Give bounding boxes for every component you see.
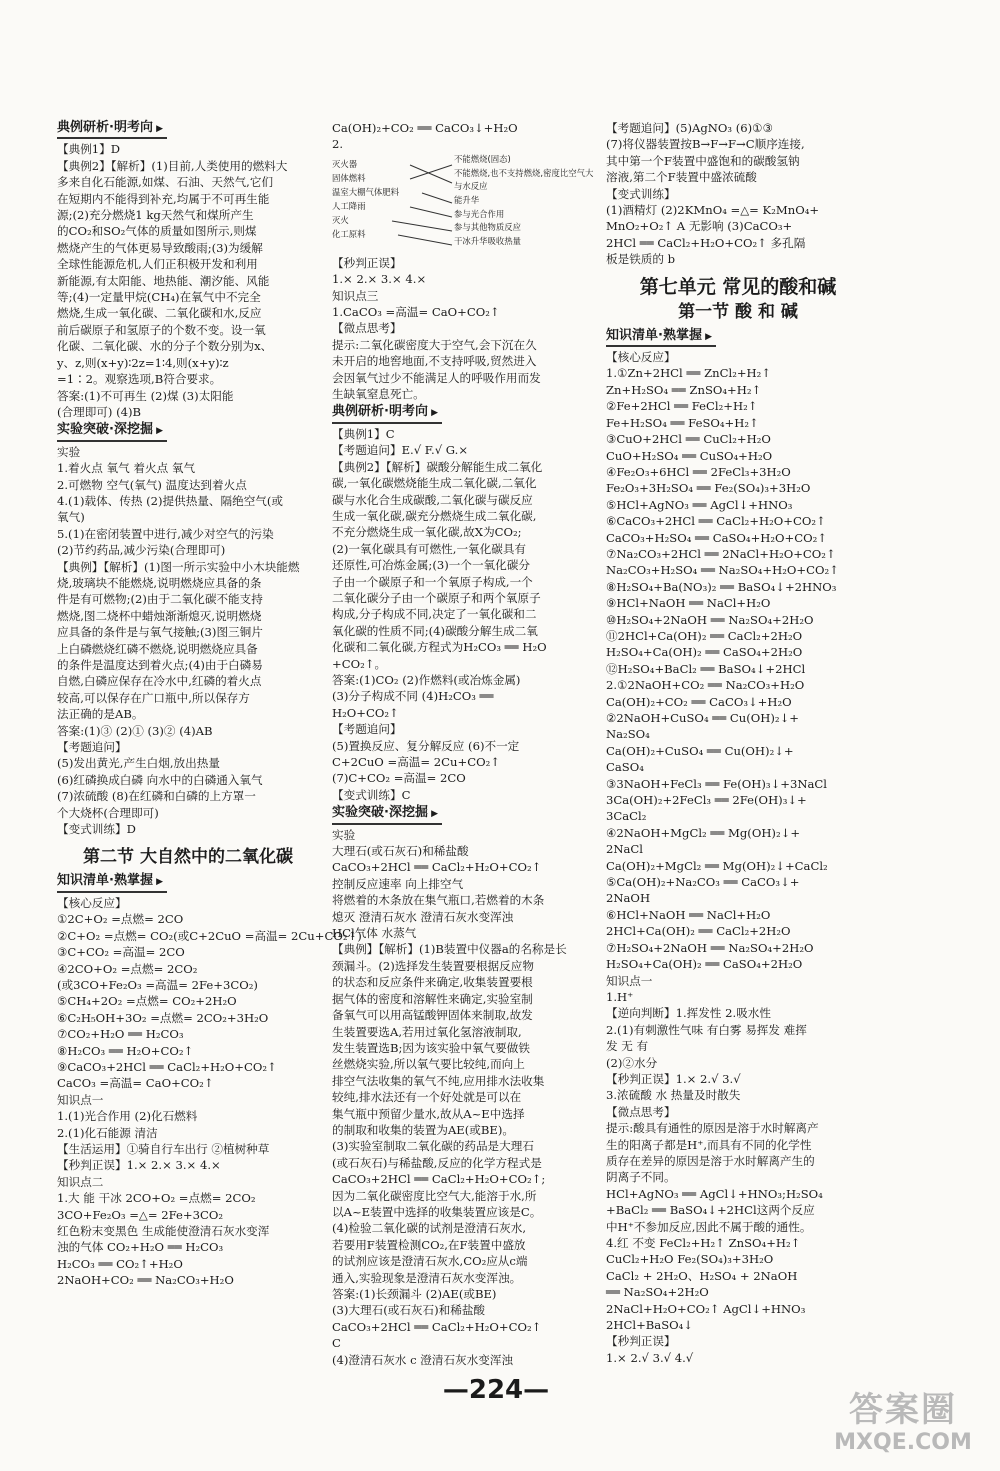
text-line: 【秒判正误】1.× 2.× 3.× 4.× bbox=[57, 1158, 221, 1173]
text-line: 【变式训练】 bbox=[606, 186, 676, 201]
text-line: C+2CuO =高温= 2Cu+CO₂↑ bbox=[332, 755, 500, 769]
text-line: ⑤Ca(OH)₂+Na₂CO₃ ══ CaCO₃↓+ bbox=[606, 875, 800, 890]
text-line: ③C+CO₂ =高温= 2CO bbox=[57, 945, 185, 960]
text-line: 自燃,白磷应保存在冷水中,红磷的着火点 bbox=[57, 674, 262, 689]
text-line: CaCO₃+2HCl ══ CaCl₂+H₂O+CO₂↑ bbox=[332, 860, 542, 875]
text-line: (5)置换反应、复分解反应 (6)不一定 bbox=[332, 738, 520, 753]
text-line: +CO₂↑。 bbox=[332, 656, 387, 671]
text-line: 据气体的密度和溶解性来确定,实验室制 bbox=[332, 991, 533, 1006]
text-line: 将燃着的木条放在集气瓶口,若燃着的木条 bbox=[332, 893, 545, 908]
text-line: (4)澄清石灰水 c 澄清石灰水变浑浊 bbox=[332, 1352, 514, 1367]
text-line: 新能源,有太阳能、地热能、潮汐能、风能 bbox=[57, 273, 270, 288]
diagram-left-item: 化工原料 bbox=[332, 228, 366, 239]
text-line: (2)节约药品,减少污染(合理即可) bbox=[57, 543, 226, 558]
text-line: 颈漏斗。(2)选择发生装置要根据反应物 bbox=[332, 958, 534, 973]
text-line: 实验 bbox=[57, 444, 81, 459]
text-line: 板是铁质的 b bbox=[606, 252, 676, 267]
text-line: 【秒判正误】1.× 2.√ 3.√ bbox=[606, 1071, 741, 1086]
text-line: 1.着火点 氧气 着火点 氧气 bbox=[57, 461, 196, 476]
text-line: 大理石(或石灰石)和稀盐酸 bbox=[332, 844, 469, 859]
text-line: 集气瓶中预留少量水,故从A~E中选择 bbox=[332, 1106, 525, 1121]
text-line: +BaCl₂ ══ BaSO₄↓+2HCl这两个反应 bbox=[606, 1203, 815, 1218]
text-line: 较高,可以保存在广口瓶中,所以保存方 bbox=[57, 690, 250, 705]
text-line: 4.(1)载体、传热 (2)提供热量、隔绝空气(或 bbox=[57, 493, 284, 508]
text-line: 碳,一氧化碳燃烧能生成二氧化碳,二氧化 bbox=[332, 476, 537, 491]
text-line: 因为二氧化碳密度比空气大,能溶于水,所 bbox=[332, 1188, 537, 1203]
text-line: 浊的气体 CO₂+H₂O ══ H₂CO₃ bbox=[57, 1240, 224, 1255]
section-header: 典例研析·明考向 ▶ bbox=[332, 404, 442, 423]
text-line: H₂SO₄+Ca(OH)₂ ══ CaSO₄+2H₂O bbox=[606, 645, 803, 660]
text-line: 【生活运用】①骑自行车出行 ②植树种草 bbox=[57, 1141, 270, 1156]
text-line: 较纯,排水法还有一个好处就是可以在 bbox=[332, 1090, 522, 1105]
text-line: 1.× 2.× 3.× 4.× bbox=[332, 272, 427, 287]
text-line: 2NaOH bbox=[606, 891, 651, 906]
text-line: 【考题追问】(5)AgNO₃ (6)①③ bbox=[606, 121, 773, 135]
co2-uses-diagram bbox=[332, 155, 594, 251]
text-line: Ca(OH)₂+CO₂ ══ CaCO₃↓+H₂O bbox=[606, 694, 792, 709]
diagram-right-item: 与水反应 bbox=[454, 181, 488, 192]
diagram-right-item: 参与光合作用 bbox=[454, 208, 505, 219]
text-line: CaSO₄ bbox=[606, 760, 644, 775]
text-line: 【核心反应】 bbox=[606, 350, 676, 365]
section-header: 实验突破·深挖掘 ▶ bbox=[57, 422, 167, 441]
diagram-left-item: 灭火器 bbox=[332, 158, 358, 169]
section-header: 知识清单·熟掌握 ▶ bbox=[606, 328, 716, 347]
text-line: 的CO₂和SO₂气体的质量如图所示,则煤 bbox=[57, 224, 257, 239]
text-line: 【微点思考】 bbox=[606, 1104, 676, 1119]
text-line: 3CO+Fe₂O₃ =△= 2Fe+3CO₂ bbox=[57, 1207, 224, 1222]
text-line: 控制反应速率 向上排空气 bbox=[332, 876, 464, 891]
text-line: 源;(2)充分燃烧1 kg天然气和煤所产生 bbox=[57, 208, 254, 223]
text-line: ④2NaOH+MgCl₂ ══ Mg(OH)₂↓+ bbox=[606, 825, 801, 840]
text-line: 答案:(1)CO₂ (2)作燃料(或冶炼金属) bbox=[332, 672, 521, 687]
diagram-left-item: 温室大棚气体肥料 bbox=[332, 186, 399, 197]
text-line: 阴离子不同。 bbox=[606, 1170, 676, 1185]
text-line: Na₂CO₃+H₂SO₄ ══ Na₂SO₄+H₂O+CO₂↑ bbox=[606, 563, 839, 578]
text-line: HCl+AgNO₃ ══ AgCl↓+HNO₃;H₂SO₄ bbox=[606, 1186, 823, 1201]
text-line: 【秒判正误】 bbox=[606, 1334, 676, 1349]
text-line: 2NaCl bbox=[606, 842, 644, 857]
text-line: 答案:(1)不可再生 (2)煤 (3)太阳能 bbox=[57, 388, 234, 403]
text-line: (7)将仪器装置按B→F→F→C顺序连接, bbox=[606, 137, 805, 152]
text-line: (5)发出黄光,产生白烟,放出热量 bbox=[57, 756, 220, 771]
text-line: 1.大 能 干冰 2CO+O₂ =点燃= 2CO₂ bbox=[57, 1191, 256, 1206]
text-line: 3.浓硫酸 水 热量及时散失 bbox=[606, 1088, 741, 1103]
text-line: 燃烧产生的气体更易导致酸雨;(3)为缓解 bbox=[57, 240, 263, 255]
text-line: 发 无 有 bbox=[606, 1039, 649, 1054]
text-line: 排空气法收集的氧气不纯,应用排水法收集 bbox=[332, 1073, 545, 1088]
text-line: 【典例】【解析】(1)图一所示实验中小木块能燃 bbox=[57, 559, 300, 574]
text-line: 1.H⁺ bbox=[606, 989, 634, 1004]
page-number: —224— bbox=[442, 1375, 550, 1405]
text-line: C bbox=[332, 1336, 341, 1351]
text-line: ⑧H₂CO₃ ══ H₂O+CO₂↑ bbox=[57, 1043, 194, 1058]
text-line: (4)检验二氧化碳的试剂是澄清石灰水, bbox=[332, 1221, 527, 1236]
diagram-right-item: 干冰升华吸收热量 bbox=[454, 236, 521, 247]
diagram-left-item: 固体燃料 bbox=[332, 172, 366, 183]
text-line: 【典例2】【解析】(1)目前,人类使用的燃料大 bbox=[57, 158, 288, 173]
text-line: 的状态和反应条件来确定,收集装置要根 bbox=[332, 975, 533, 990]
section-header: 典例研析·明考向 ▶ bbox=[57, 120, 167, 139]
column-2 bbox=[332, 120, 594, 1368]
text-line: 氧气) bbox=[57, 510, 85, 525]
text-line: (3)大理石(或石灰石)和稀盐酸 bbox=[332, 1303, 486, 1318]
text-line: 知识点三 bbox=[332, 288, 379, 303]
text-line: (7)浓硫酸 (8)在红磷和白磷的上方罩一 bbox=[57, 789, 256, 804]
text-line: ①2C+O₂ =点燃= 2CO bbox=[57, 912, 184, 927]
text-line: (或3CO+Fe₂O₃ =高温= 2Fe+3CO₂) bbox=[57, 977, 258, 992]
text-line: 构成,分子构成不同,决定了一氧化碳和二 bbox=[332, 607, 537, 622]
text-line: 前后碳原子和氢原子的个数不变。设一氧 bbox=[57, 322, 266, 337]
text-line: ⑥HCl+NaOH ══ NaCl+H₂O bbox=[606, 907, 771, 922]
text-line: CuO+H₂SO₄ ══ CuSO₄+H₂O bbox=[606, 448, 773, 463]
text-line: (6)红磷换成白磷 向水中的白磷通入氧气 bbox=[57, 772, 263, 787]
diagram-right-item: 能升华 bbox=[454, 194, 480, 205]
text-line: 件是有可燃物;(2)由于二氧化碳不能支持 bbox=[57, 592, 263, 607]
text-line: ══ Na₂SO₄+2H₂O bbox=[606, 1285, 709, 1300]
text-line: 上白磷燃烧红磷不燃烧,说明燃烧应具备 bbox=[57, 641, 258, 656]
text-line: 会因氧气过少不能满足人的呼吸作用而发 bbox=[332, 370, 541, 385]
text-line: ⑨HCl+NaOH ══ NaCl+H₂O bbox=[606, 596, 771, 611]
text-line: 知识点一 bbox=[57, 1092, 104, 1107]
text-line: Ca(OH)₂+MgCl₂ ══ Mg(OH)₂↓+CaCl₂ bbox=[606, 858, 828, 873]
text-line: 全球性能源危机,人们正积极开发和利用 bbox=[57, 257, 258, 272]
text-line: Ca(OH)₂+CO₂ ══ CaCO₃↓+H₂O bbox=[332, 121, 518, 135]
text-line: CuCl₂+H₂O Fe₂(SO₄)₃+3H₂O bbox=[606, 1252, 774, 1267]
text-line: 2HCl+Ca(OH)₂ ══ CaCl₂+2H₂O bbox=[606, 924, 791, 939]
text-line: 熄灭 澄清石灰水 澄清石灰水变浑浊 bbox=[332, 909, 514, 924]
text-line: 【秒判正误】 bbox=[332, 255, 402, 270]
text-line: (或石灰石)与稀盐酸,反应的化学方程式是 bbox=[332, 1155, 542, 1170]
text-line: 以A~E装置中选择的收集装置应该是C。 bbox=[332, 1204, 542, 1219]
text-line: H₂CO₃ ══ CO₂↑+H₂O bbox=[57, 1256, 183, 1271]
text-line: 生缺氧窒息死亡。 bbox=[332, 387, 425, 402]
text-line: 未开启的地窖地面,不支持呼吸,贸然进入 bbox=[332, 354, 537, 369]
text-line: 2NaOH+CO₂ ══ Na₂CO₃+H₂O bbox=[57, 1273, 234, 1288]
section-title: 第二节 大自然中的二氧化碳 bbox=[83, 847, 293, 868]
text-line: 燃烧,图二烧杯中蜡烛渐渐熄灭,说明燃烧 bbox=[57, 608, 262, 623]
text-line: 生的阳离子都是H⁺,而具有不同的化学性 bbox=[606, 1137, 812, 1152]
text-line: 【典例1】C bbox=[332, 426, 395, 441]
watermark-url: MXQE.COM bbox=[834, 1430, 972, 1455]
text-line: MnO₂+O₂↑ A 无影响 (3)CaCO₃+ bbox=[606, 219, 793, 234]
text-line: 中H⁺不参加反应,因此不属于酸的通性。 bbox=[606, 1219, 812, 1234]
text-line: ④2CO+O₂ =点燃= 2CO₂ bbox=[57, 961, 198, 976]
text-line: 还原性,可冶炼金属;(3)一个一氧化碳分 bbox=[332, 558, 530, 573]
text-line: 2HCl ══ CaCl₂+H₂O+CO₂↑ 多孔隔 bbox=[606, 235, 806, 250]
text-line: 提示:二氧化碳密度大于空气,会下沉在久 bbox=[332, 337, 537, 352]
text-line: Fe+H₂SO₄ ══ FeSO₄+H₂↑ bbox=[606, 415, 759, 430]
text-line: 3Ca(OH)₂+2FeCl₃ ══ 2Fe(OH)₃↓+ bbox=[606, 793, 807, 808]
text-line: 知识点一 bbox=[606, 973, 653, 988]
text-line: (2)②水分 bbox=[606, 1055, 658, 1070]
text-line: 红色粉末变黑色 生成能使澄清石灰水变浑 bbox=[57, 1224, 270, 1238]
text-line: 生成一氧化碳,碳充分燃烧生成二氧化碳, bbox=[332, 508, 537, 523]
text-line: ⑦Na₂CO₃+2HCl ══ 2NaCl+H₂O+CO₂↑ bbox=[606, 546, 836, 561]
text-line: 二氧化碳分子由一个碳原子和两个氧原子 bbox=[332, 590, 541, 605]
diagram-right-item: 不能燃烧(固态) bbox=[454, 153, 511, 164]
text-line: 化碳和二氧化碳,方程式为H₂CO₃ ══ H₂O bbox=[332, 640, 547, 655]
text-line: 的条件是温度达到着火点;(4)由于白磷易 bbox=[57, 658, 263, 672]
text-line: 的试剂应该是澄清石灰水,CO₂应从c端 bbox=[332, 1254, 528, 1269]
text-line: 化碳、二氧化碳、水的分子个数分别为x、 bbox=[57, 339, 273, 354]
text-line: 2NaCl+H₂O+CO₂↑ AgCl↓+HNO₃ bbox=[606, 1301, 806, 1316]
text-line: H₂O+CO₂↑ bbox=[332, 705, 399, 720]
text-line: (3)分子构成不同 (4)H₂CO₃ ══ bbox=[332, 689, 494, 704]
text-line: CaCl₂ + 2H₂O、H₂SO₄ + 2NaOH bbox=[606, 1268, 798, 1283]
text-line: ④Fe₂O₃+6HCl ══ 2FeCl₃+3H₂O bbox=[606, 464, 791, 479]
text-line: 2.(1)有刺激性气味 有白雾 易挥发 难挥 bbox=[606, 1022, 807, 1037]
text-line: 2.①2NaOH+CO₂ ══ Na₂CO₃+H₂O bbox=[606, 678, 805, 693]
text-line: 法正确的是AB。 bbox=[57, 707, 144, 722]
text-line: ②C+O₂ =点燃= CO₂(或C+2CuO =高温= 2Cu+CO₂↑) bbox=[57, 928, 362, 943]
section-header: 实验突破·深挖掘 ▶ bbox=[332, 805, 442, 824]
text-line: ⑫H₂SO₄+BaCl₂ ══ BaSO₄↓+2HCl bbox=[606, 661, 806, 676]
diagram-right-item: 参与其他物质反应 bbox=[454, 222, 521, 233]
text-line: ⑪2HCl+Ca(OH)₂ ══ CaCl₂+2H₂O bbox=[606, 628, 803, 643]
text-line: 【典例】【解析】(1)B装置中仪器a的名称是长 bbox=[332, 942, 567, 957]
text-line: ②2NaOH+CuSO₄ ══ Cu(OH)₂↓+ bbox=[606, 711, 799, 725]
text-line: ⑥CaCO₃+2HCl ══ CaCl₂+H₂O+CO₂↑ bbox=[606, 514, 826, 529]
text-line: 知识点二 bbox=[57, 1174, 104, 1189]
text-line: 1.CaCO₃ =高温= CaO+CO₂↑ bbox=[332, 305, 500, 320]
column-3 bbox=[606, 120, 870, 1366]
text-line: 丝燃烧实验,所以氧气要比较纯,而向上 bbox=[332, 1057, 525, 1072]
text-line: 应具备的条件是与氧气接触;(3)图三铜片 bbox=[57, 625, 263, 640]
text-line: 其中第一个F装置中盛饱和的碳酸氢钠 bbox=[606, 153, 800, 168]
text-line: 【考题追问】 bbox=[57, 740, 127, 755]
text-line: 烧,玻璃块不能燃烧,说明燃烧应具备的条 bbox=[57, 575, 262, 590]
text-line: Ca(OH)₂+CuSO₄ ══ Cu(OH)₂↓+ bbox=[606, 743, 794, 758]
text-line: ③CuO+2HCl ══ CuCl₂+H₂O bbox=[606, 432, 771, 447]
text-line: 【考题追问】E.√ F.√ G.× bbox=[332, 443, 469, 458]
text-line: CaCO₃ =高温= CaO+CO₂↑ bbox=[57, 1076, 214, 1091]
text-line: ⑩H₂SO₄+2NaOH ══ Na₂SO₄+2H₂O bbox=[606, 612, 814, 627]
text-line: 2HCl+BaSO₄↓ bbox=[606, 1318, 694, 1333]
watermark-text: 答案圈 bbox=[849, 1390, 957, 1430]
text-line: 【微点思考】 bbox=[332, 321, 402, 336]
text-line: 溶液,第二个F装置中盛浓硫酸 bbox=[606, 170, 757, 185]
text-line: 4.红 不变 FeCl₂+H₂↑ ZnSO₄+H₂↑ bbox=[606, 1236, 801, 1250]
text-line: ③3NaOH+FeCl₃ ══ Fe(OH)₃↓+3NaCl bbox=[606, 776, 828, 791]
text-line: ⑧H₂SO₄+Ba(NO₃)₂ ══ BaSO₄↓+2HNO₃ bbox=[606, 579, 837, 594]
text-line: ⑥C₂H₅OH+3O₂ =点燃= 2CO₂+3H₂O bbox=[57, 1010, 269, 1025]
text-line: 质存在差异的原因是溶于水时解离产生的 bbox=[606, 1153, 815, 1168]
text-line: 3CaCl₂ bbox=[606, 809, 647, 824]
text-line: 不充分燃烧生成一氧化碳,故X为CO₂; bbox=[332, 525, 522, 540]
text-line: ⑦H₂SO₄+2NaOH ══ Na₂SO₄+2H₂O bbox=[606, 940, 814, 955]
text-line: ②Fe+2HCl ══ FeCl₂+H₂↑ bbox=[606, 399, 758, 414]
text-line: 【变式训练】C bbox=[332, 787, 411, 802]
text-line: 5.(1)在密闭装置中进行,减少对空气的污染 bbox=[57, 526, 274, 541]
section-header: 知识清单·熟掌握 ▶ bbox=[57, 873, 167, 892]
text-line: 个大烧杯(合理即可) bbox=[57, 805, 159, 820]
text-line: Na₂SO₄ bbox=[606, 727, 650, 742]
text-line: 1.(1)光合作用 (2)化石燃料 bbox=[57, 1109, 198, 1124]
text-line: CaCO₃+2HCl ══ CaCl₂+H₂O+CO₂↑; bbox=[332, 1172, 546, 1187]
text-line: 2. bbox=[332, 137, 344, 152]
text-line: ⑦CO₂+H₂O ══ H₂CO₃ bbox=[57, 1027, 184, 1042]
text-line: 碳与水化合生成碳酸,二氧化碳与碳反应 bbox=[332, 492, 533, 507]
text-line: 【变式训练】D bbox=[57, 822, 136, 837]
text-line: HCl气体 水蒸气 bbox=[332, 926, 417, 941]
text-line: ⑤CH₄+2O₂ =点燃= CO₂+2H₂O bbox=[57, 994, 237, 1009]
text-line: (2)一氧化碳具有可燃性,一氧化碳具有 bbox=[332, 541, 527, 556]
text-line: 1.× 2.√ 3.√ 4.√ bbox=[606, 1350, 694, 1365]
text-line: (3)实验室制取二氧化碳的药品是大理石 bbox=[332, 1139, 534, 1154]
text-line: (合理即可) (4)B bbox=[57, 404, 142, 419]
text-line: 【核心反应】 bbox=[57, 895, 127, 910]
text-line: 【典例2】【解析】碳酸分解能生成二氧化 bbox=[332, 459, 543, 474]
text-line: 若要用F装置检测CO₂,在F装置中盛放 bbox=[332, 1237, 526, 1252]
text-line: 发生装置选B;因为该实验中氧气要做铁 bbox=[332, 1040, 530, 1055]
text-line: 2.(1)化石能源 清洁 bbox=[57, 1125, 158, 1140]
text-line: 【逆向判断】1.挥发性 2.吸水性 bbox=[606, 1006, 771, 1021]
diagram-right-item: 不能燃烧,也不支持燃烧,密度比空气大 bbox=[454, 167, 594, 178]
diagram-left-item: 灭火 bbox=[332, 214, 349, 225]
text-line: 生装置要选A,若用过氧化氢溶液制取, bbox=[332, 1024, 522, 1039]
text-line: 子由一个碳原子和一个氧原子构成,一个 bbox=[332, 574, 533, 589]
text-line: 在短期内不能得到补充,均属于不可再生能 bbox=[57, 191, 270, 206]
text-line: 等;(4)一定量甲烷(CH₄)在氧气中不完全 bbox=[57, 290, 261, 305]
text-line: 多来自化石能源,如煤、石油、天然气,它们 bbox=[57, 175, 274, 190]
text-line: 【考题追问】 bbox=[332, 722, 402, 737]
text-line: 备氧气可以用高锰酸钾固体来制取,故发 bbox=[332, 1008, 533, 1023]
section-title: 第一节 酸 和 碱 bbox=[678, 301, 798, 322]
text-line: ⑤HCl+AgNO₃ ══ AgCl↓+HNO₃ bbox=[606, 497, 793, 512]
diagram-left-item: 人工降雨 bbox=[332, 200, 366, 211]
text-line: 答案:(1)③ (2)① (3)② (4)AB bbox=[57, 723, 213, 738]
text-line: y、z,则(x+y)∶2z=1∶4,则(x+y)∶z bbox=[57, 355, 229, 370]
text-line: 【典例1】D bbox=[57, 142, 121, 157]
unit-title: 第七单元 常见的酸和碱 bbox=[639, 275, 837, 298]
text-line: 通入,实验现象是澄清石灰水变浑浊。 bbox=[332, 1270, 522, 1285]
watermark-logo bbox=[818, 1388, 988, 1458]
text-line: Fe₂O₃+3H₂SO₄ ══ Fe₂(SO₄)₃+3H₂O bbox=[606, 481, 811, 496]
text-line: (7)C+CO₂ =高温= 2CO bbox=[332, 771, 466, 786]
text-line: 2.可燃物 空气(氧气) 温度达到着火点 bbox=[57, 477, 247, 492]
text-line: 提示:酸具有通性的原因是溶于水时解离产 bbox=[606, 1121, 819, 1136]
text-line: 燃烧,生成一氧化碳、二氧化碳和水,反应 bbox=[57, 306, 262, 321]
text-line: 实验 bbox=[332, 827, 356, 842]
text-line: Zn+H₂SO₄ ══ ZnSO₄+H₂↑ bbox=[606, 382, 762, 397]
text-line: 的制取和收集的装置为AE(或BE)。 bbox=[332, 1122, 514, 1137]
text-line: H₂SO₄+Ca(OH)₂ ══ CaSO₄+2H₂O bbox=[606, 957, 803, 972]
text-line: (1)酒精灯 (2)2KMnO₄ =△= K₂MnO₄+ bbox=[606, 203, 820, 218]
text-line: 1.①Zn+2HCl ══ ZnCl₂+H₂↑ bbox=[606, 366, 772, 381]
text-line: CaCO₃+2HCl ══ CaCl₂+H₂O+CO₂↑ bbox=[332, 1319, 542, 1334]
text-line: 氧化碳的性质不同;(4)碳酸分解生成二氧 bbox=[332, 623, 538, 638]
text-line: 答案:(1)长颈漏斗 (2)AE(或BE) bbox=[332, 1287, 497, 1301]
text-line: =1∶2。观察选项,B符合要求。 bbox=[57, 372, 222, 387]
text-line: CaCO₃+H₂SO₄ ══ CaSO₄+H₂O+CO₂↑ bbox=[606, 530, 828, 545]
text-line: ⑨CaCO₃+2HCl ══ CaCl₂+H₂O+CO₂↑ bbox=[57, 1059, 277, 1074]
